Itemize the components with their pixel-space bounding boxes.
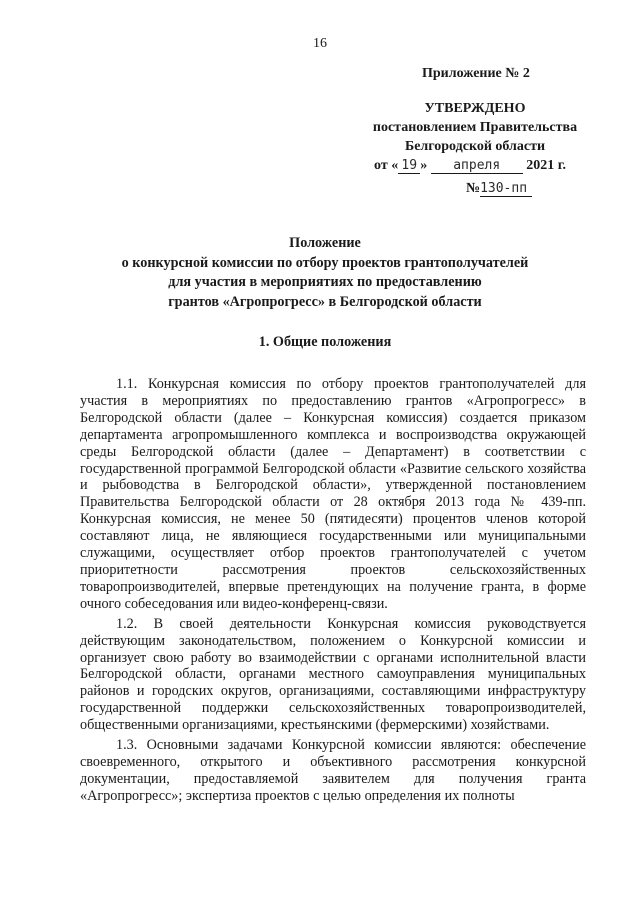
approval-date xyxy=(340,156,610,175)
body-text xyxy=(80,376,586,808)
approved-heading: УТВЕРЖДЕНО xyxy=(424,101,526,116)
approval-block xyxy=(340,64,610,198)
title-line-2: о конкурсной комиссии по отбору проектов грантополучателей xyxy=(121,254,529,271)
title-line-4: грантов «Агропрогресс» в Белгородской области xyxy=(168,293,482,310)
number-prefix: № xyxy=(466,181,481,196)
date-prefix: от « xyxy=(374,158,399,173)
approval-line-2: Белгородской области xyxy=(404,139,546,154)
paragraph-1-3: 1.3. Основными задачами Конкурсной комиссии являются: обеспечение своевременного, открытого и объективного рассмотрения конкурсной документации, предоставляемой заявителем для получения гранта «Агропрогресс»; экспертиза проектов с целью определения их полноты xyxy=(80,737,586,804)
number-value: 130-пп xyxy=(480,181,532,197)
date-year: 2021 г. xyxy=(526,158,566,173)
date-mid: » xyxy=(420,158,428,173)
paragraph-1-1: 1.1. Конкурсная комиссия по отбору проектов грантополучателей для участия в мероприятиях по предоставлению грантов «Агропрогресс» в Белгородской области (далее – Конкурсная комиссия) создается приказом департамента агропромышленного комплекса и воспроизводства окружающей среды Белгородской области (далее – Департамент) в соответствии с государственной программой Белгородской области «Развитие сельского хозяйства и рыбоводства в Белгородской области», утвержденной постановлением Правительства Белгородской области от 28 октября 2013 года № 439-пп. Конкурсная комиссия, не менее 50 (пятидесяти) процентов членов которой составляют лица, не являющиеся государственными или муниципальными служащими, осуществляет отбор проектов грантополучателей с учетом приоритетности рассмотрения проектов сельскохозяйственных товаропроизводителей, впервые претендующих на получение гранта, в форме очного собеседования или видео-конференц-связи. xyxy=(80,376,586,612)
document-title xyxy=(60,234,590,312)
approval-line-1: постановлением Правительства xyxy=(372,120,578,135)
date-day: 19 xyxy=(398,158,420,174)
date-month: апреля xyxy=(431,158,523,174)
approval-number xyxy=(340,179,610,198)
title-line-1: Положение xyxy=(289,235,361,251)
paragraph-1-2: 1.2. В своей деятельности Конкурсная комиссия руководствуется действующим законодательством, положением о Конкурсной комиссии и организует свою работу во взаимодействии с органами исполнительной власти Белгородской области, органами местного самоуправления муниципальных районов и городских округов, организациями, составляющими инфраструктуру государственной поддержки сельскохозяйственных товаропроизводителей, общественными организациями, крестьянскими (фермерскими) хозяйствами. xyxy=(80,615,586,734)
title-line-3: для участия в мероприятиях по предоставлению xyxy=(168,274,482,290)
appendix-label: Приложение № 2 xyxy=(422,66,530,81)
section-heading: 1. Общие положения xyxy=(258,334,392,350)
page-number: 16 xyxy=(313,36,327,51)
